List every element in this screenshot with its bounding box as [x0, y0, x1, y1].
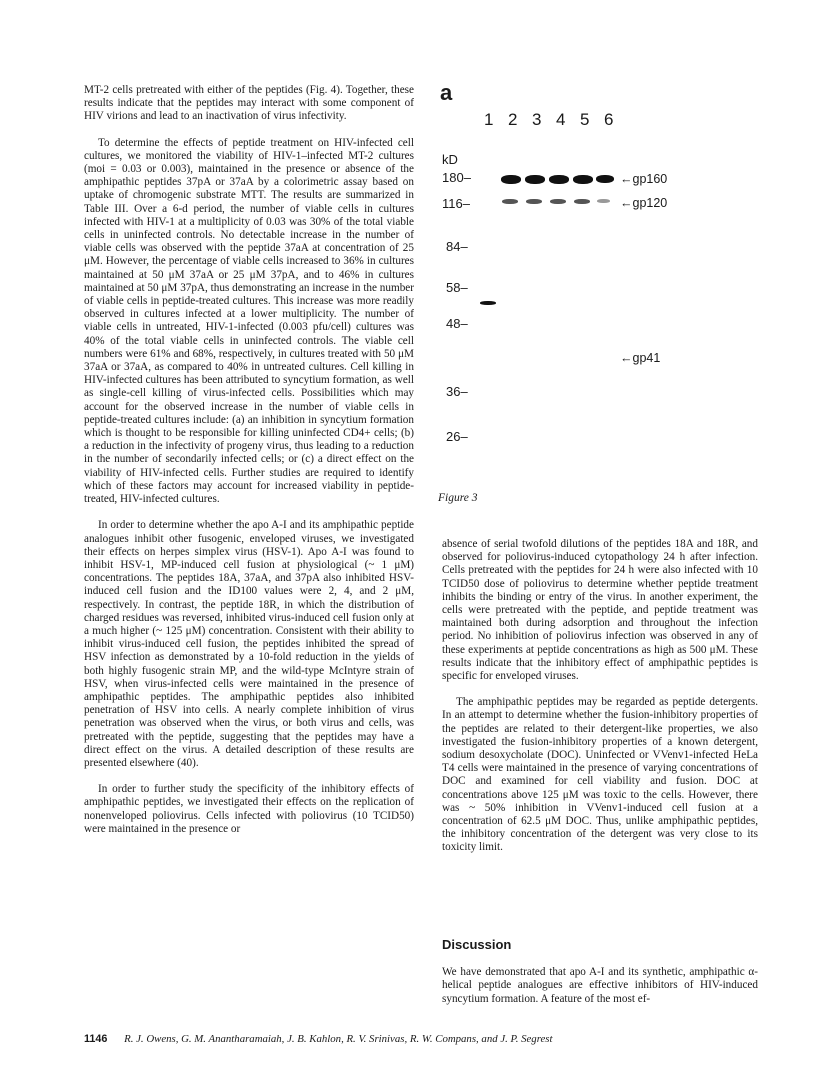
lane-label: 4	[556, 110, 566, 129]
mw-marker: 84–	[446, 239, 468, 254]
gel-band-gp120	[550, 199, 566, 204]
molecular-weight-unit: kD	[442, 152, 458, 167]
gel-band-gp120	[526, 199, 542, 204]
lane-label: 5	[580, 110, 590, 129]
paragraph: MT-2 cells pretreated with either of the peptides (Fig. 4). Together, these results indicate that the peptides may interact with some component of HIV virions and lead to an inactivation of virus infectivity.	[84, 84, 414, 123]
band-label-gp160: ←gp160	[620, 172, 668, 186]
lane-label: 1	[484, 110, 494, 129]
gel-band-gp160	[596, 175, 614, 183]
figure-panel-label: a	[440, 80, 453, 105]
gel-band-gp120	[574, 199, 590, 204]
mw-marker: 26–	[446, 429, 468, 444]
discussion-section	[442, 938, 758, 1006]
paragraph: In order to determine whether the apo A-I and its amphipathic peptide analogues inhibit other fusogenic, enveloped viruses, we investigated their effects on herpes simplex virus (HSV-1). Apo A-I was found to inhibit HSV-1, MP-induced cell fusion at physiological (~ 1 μM) concentrations. The peptides 18A, 37aA, and 37pA also inhibited HSV-induced cell fusion and the ID100 values were 2, 4, and 2 μM, respectively. In contrast, the peptide 18R, in which the distribution of charged residues was reversed, inhibited virus-induced cell fusion only at a much higher (~ 125 μM) concentration. Consistent with their ability to inhibit virus-induced cell fusion, the peptides inhibited the spread of HSV infection as demonstrated by a 10-fold reduction in the yields of both highly fusogenic strain MP, and the wild-type McIntyre strain of HSV, when virus-infected cells were maintained in the presence of amphipathic peptides. The amphipathic peptides also inhibited penetration of HSV into cells. A nearly complete inhibition of virus penetration was observed when the virus, or both virus and cells, was pretreated with the peptide, suggesting that the peptides may have a direct effect on the virus. A detailed description of these results are presented elsewhere (40).	[84, 519, 414, 769]
page-number: 1146	[84, 1033, 108, 1045]
gel-band-gp160	[501, 175, 521, 184]
page-footer	[84, 1033, 764, 1045]
band-label-gp41: ←gp41	[620, 351, 661, 365]
mw-marker: 48–	[446, 316, 468, 331]
left-column	[84, 84, 414, 836]
lane-label: 6	[604, 110, 614, 129]
gel-band-gp120	[597, 199, 610, 203]
section-heading: Discussion	[442, 937, 512, 952]
mw-marker: 36–	[446, 384, 468, 399]
mw-marker: 180–	[442, 170, 471, 185]
gel-band-gp160	[549, 175, 569, 184]
gel-band-gp160	[525, 175, 545, 184]
paragraph: In order to further study the specificity of the inhibitory effects of amphipathic peptides, we investigated their effects on the replication of nonenveloped poliovirus. Cells infected with poliovirus (10 TCID50) were maintained in the presence or	[84, 783, 414, 835]
figure-caption: Figure 3	[438, 492, 478, 504]
mw-marker: 58–	[446, 280, 468, 295]
lane-label: 2	[508, 110, 518, 129]
gel-band-gp120	[502, 199, 518, 204]
band-label-gp120: ←gp120	[620, 196, 668, 210]
lane-label: 3	[532, 110, 542, 129]
paragraph: The amphipathic peptides may be regarded as peptide detergents. In an attempt to determine whether the fusion-inhibitory properties of the peptides are related to their detergent-like properties, we also investigated the fusion-inhibitory properties of a known detergent, sodium desoxycholate (DOC). Uninfected or VVenv1-infected HeLa T4 cells were maintained in the presence of varying concentrations of DOC and examined for cell viability and fusion. DOC at concentrations above 125 μM was toxic to the cells. However, there was ~ 50% inhibition in VVenv1-induced cell fusion at a concentration of 62.5 μM DOC. Thus, unlike amphipathic peptides, the inhibitory concentration of the detergent was very close to its toxicity limit.	[442, 696, 758, 854]
right-column	[442, 538, 758, 855]
figure-3-western-blot	[436, 80, 766, 520]
paragraph: absence of serial twofold dilutions of the peptides 18A and 18R, and observed for poliovirus-induced cytopathology 24 h after infection. Cells pretreated with the peptides for 24 h were also infected with 10 TCID50 dose of poliovirus to determine whether peptide treatment inhibits the binding or entry of the virus. In another experiment, the cells were pretreated with the peptide, and peptide treatment was maintained both during adsorption and throughout the infection period. No inhibition of poliovirus infection was observed in any of these experiments at peptide concentrations as high as 500 μM. These results indicate that the inhibitory effect of amphipathic peptides is specific for enveloped viruses.	[442, 538, 758, 683]
mw-marker: 116–	[442, 196, 470, 211]
paragraph: We have demonstrated that apo A-I and its synthetic, amphipathic α-helical peptide analogues are effective inhibitors of HIV-induced syncytium formation. A feature of the most ef-	[442, 966, 758, 1005]
gel-band-gp160	[573, 175, 593, 184]
author-line: R. J. Owens, G. M. Anantharamaiah, J. B. Kahlon, R. V. Srinivas, R. W. Compans, and J. P. Segrest	[124, 1033, 553, 1045]
paragraph: To determine the effects of peptide treatment on HIV-infected cell cultures, we monitored the viability of HIV-1–infected MT-2 cultures (moi = 0.03 or 0.003), maintained in the presence or absence of the amphipathic peptides 37pA or 37aA by a colorimetric assay based on uptake of chromogenic substrate MTT. The results are summarized in Table III. Over a 6-d period, the number of viable cells in cultures infected with HIV-1 at a multiplicity of 0.03 was 30% of the total viable cells in uninfected controls. No detectable increase in the number of viable cells was observed with the peptide 37aA at concentration of 25 μM. However, the percentage of viable cells increased to 36% in cultures maintained at 50 μM 37aA or 25 μM 37pA, and to 46% in cultures maintained at 50 μM 37pA, thus demonstrating an increase in the number of viable cells in peptide-treated cultures. This increase was more readily observed in cultures infected at a lower multiplicity. The number of viable cells in untreated, HIV-1-infected (0.003 pfu/cell) cultures was 40% of the total viable cells in uninfected controls. The viable cell numbers were 61% and 68%, respectively, in cultures treated with 50 μM 37aA or 37aA, as compared to 40% in untreated cultures. Cell killing in HIV-infected cultures has been attributed to syncytium formation, as well as single-cell killing of virus-infected cells. Possibilities which may account for the observed increase in the number of viable cells in peptide-treated cultures include: (a) an inhibition in syncytium formation which is thought to be responsible for killing uninfected CD4+ cells; (b) a reduction in the infectivity of progeny virus, thus leading to a reduction in the number of secondarily infected cells; or (c) a direct effect on the viability of HIV-infected cells. Further studies are required to identify which of these factors may account for increased viability in peptide-treated, HIV-infected cultures.	[84, 136, 414, 506]
gel-band-marker	[480, 301, 496, 305]
